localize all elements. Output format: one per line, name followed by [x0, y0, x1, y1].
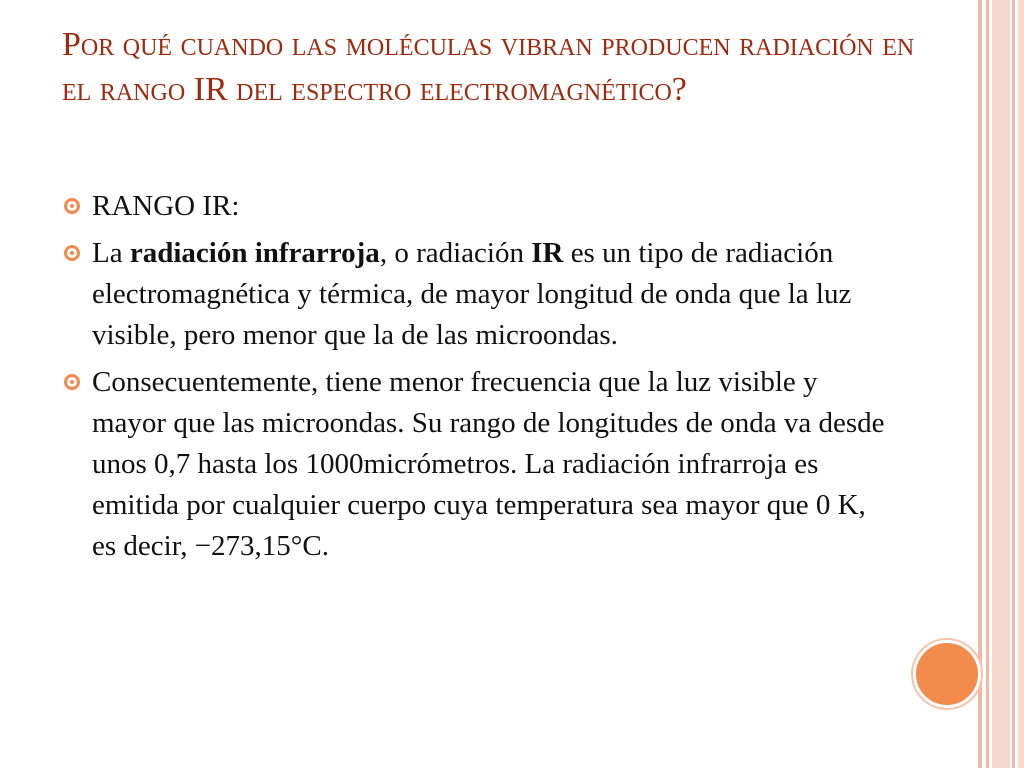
bullet-item	[62, 362, 892, 567]
decorative-stripe	[992, 0, 1010, 768]
bold-term: radiación infrarroja	[129, 237, 380, 269]
gear-bullet-icon	[64, 374, 80, 390]
bullet-text-segment: , o radiación	[379, 237, 532, 269]
bullet-text-segment: es un tipo de radiación electromagnética y térmica, de mayor longitud de onda que la luz visible, pero menor que la de las microondas.	[92, 237, 852, 351]
bullet-item	[62, 233, 892, 356]
bullet-text: Consecuentemente, tiene menor frecuencia que la luz visible y mayor que las microondas. Su rango de longitudes de onda va desde unos 0,7 hasta los 1000micrómetros. La radiación infrarroja es emitida por cualquier cuerpo cuya temperatura sea mayor que 0 K, es decir, −273,15°C.	[92, 366, 885, 562]
gear-bullet-icon	[64, 245, 80, 261]
slide-body	[62, 186, 892, 573]
orange-circle-decoration	[913, 640, 981, 708]
bold-term: IR	[531, 237, 564, 269]
bullet-text: RANGO IR:	[92, 190, 240, 222]
decorative-stripe	[1012, 0, 1015, 768]
slide-title: Por qué cuando las moléculas vibran producen radiación en el rango IR del espectro electromagnético?	[62, 26, 915, 108]
bullet-text-segment: La	[92, 237, 130, 269]
decorative-stripe	[1018, 0, 1024, 768]
bullet-item	[62, 186, 892, 227]
decorative-stripe	[978, 0, 982, 768]
decorative-stripe	[986, 0, 989, 768]
gear-bullet-icon	[64, 198, 80, 214]
bullet-text	[92, 233, 892, 356]
